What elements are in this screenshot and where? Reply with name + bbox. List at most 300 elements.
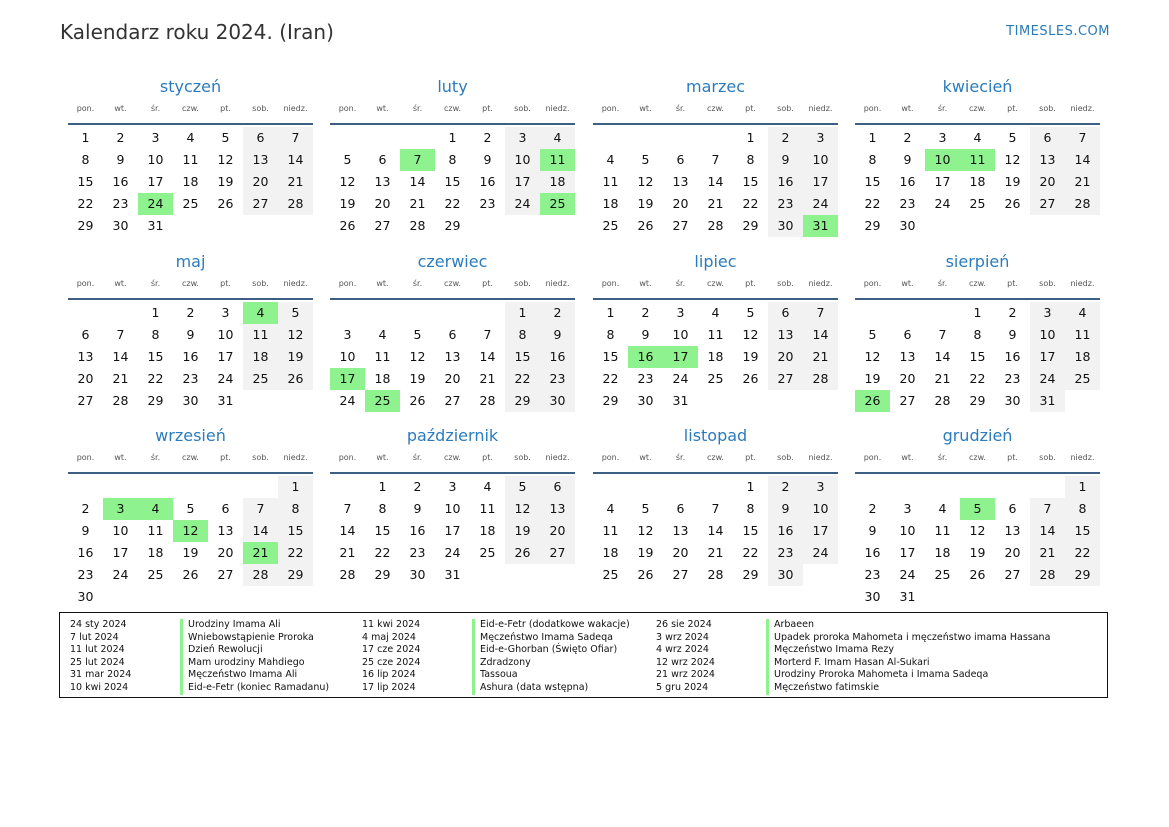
day-cell: 24 [934,196,951,211]
month-name: styczeń [159,77,222,96]
weekday-label: śr. [937,104,948,113]
day-cell: 11 [147,523,164,538]
holiday-day-cell: 11 [540,149,575,171]
day-cell: 17 [112,545,129,560]
legend-row [70,657,329,670]
day-cell: 19 [969,545,986,560]
day-cell: 28 [278,193,313,215]
legend-date: 17 cze 2024 [362,644,421,656]
legend-date: 11 kwi 2024 [362,619,421,630]
day-cell: 23 [1004,371,1021,386]
day-cell: 8 [868,152,877,167]
day-cell: 8 [973,327,982,342]
day-cell: 5 [746,305,755,320]
day-cell: 12 [969,523,986,538]
weekday-label: czw. [182,453,199,462]
days-grid [593,302,838,412]
day-cell: 2 [868,501,877,516]
legend-column-1 [70,619,329,695]
day-cell: 5 [278,302,313,324]
month-block [330,250,575,412]
day-cell: 12 [864,349,881,364]
month-block [855,424,1100,608]
weekday-label: wt. [376,104,389,113]
day-cell: 8 [746,501,755,516]
day-cell: 13 [374,174,391,189]
day-cell: 29 [505,390,540,412]
day-cell: 9 [81,523,90,538]
day-cell: 12 [339,174,356,189]
day-cell: 18 [182,174,199,189]
weekday-label: pon. [863,279,882,288]
day-cell: 1 [606,305,615,320]
days-grid [593,127,838,237]
day-cell: 18 [602,545,619,560]
day-cell: 2 [186,305,195,320]
day-cell: 23 [112,196,129,211]
day-cell: 16 [768,520,803,542]
weekday-label: pt. [1007,453,1018,462]
weekday-label: czw. [444,104,461,113]
day-cell: 15 [602,349,619,364]
weekday-label: sob. [252,104,269,113]
month-name: wrzesień [155,426,226,445]
empty-cell [628,127,663,149]
weekday-label: pt. [220,453,231,462]
day-cell: 6 [768,302,803,324]
legend-row [362,644,630,657]
day-cell: 30 [637,393,654,408]
day-cell: 2 [903,130,912,145]
weekday-label: pt. [745,453,756,462]
day-cell: 1 [81,130,90,145]
day-cell: 28 [1065,193,1100,215]
day-cell: 6 [1030,127,1065,149]
days-grid [68,302,313,412]
day-cell: 8 [151,327,160,342]
day-cell: 2 [768,476,803,498]
day-cell: 24 [803,193,838,215]
empty-cell [470,302,505,324]
day-cell: 7 [938,327,947,342]
page-title: Kalendarz roku 2024. (Iran) [60,20,334,44]
day-cell: 5 [505,476,540,498]
day-cell: 31 [1030,390,1065,412]
day-cell: 24 [112,567,129,582]
day-cell: 21 [112,371,129,386]
day-cell: 21 [479,371,496,386]
weekday-header [593,278,838,300]
day-cell: 28 [707,218,724,233]
day-cell: 31 [217,393,234,408]
weekday-label: śr. [412,104,423,113]
day-cell: 2 [116,130,125,145]
day-cell: 12 [505,498,540,520]
day-cell: 6 [243,127,278,149]
day-cell: 4 [186,130,195,145]
weekday-label: wt. [639,279,652,288]
day-cell: 27 [444,393,461,408]
brand-link[interactable]: TIMESLES.COM [1006,24,1110,39]
day-cell: 12 [278,324,313,346]
day-cell: 29 [602,393,619,408]
day-cell: 8 [378,501,387,516]
day-cell: 29 [742,567,759,582]
empty-cell [208,476,243,498]
holiday-day-cell: 10 [925,149,960,171]
legend-holiday-name: Eid-e-Fetr (dodatkowe wakacje) [472,619,630,632]
holiday-day-cell: 3 [103,498,138,520]
holiday-day-cell: 11 [960,149,995,171]
day-cell: 18 [147,545,164,560]
weekday-label: śr. [412,279,423,288]
day-cell: 30 [899,218,916,233]
day-cell: 9 [413,501,422,516]
day-cell: 11 [602,523,619,538]
weekday-label: niedz. [1070,453,1095,462]
day-cell: 27 [217,567,234,582]
day-cell: 10 [112,523,129,538]
day-cell: 29 [969,393,986,408]
day-cell: 16 [409,523,426,538]
day-cell: 5 [641,152,650,167]
empty-cell [173,476,208,498]
month-block [855,250,1100,412]
day-cell: 29 [77,218,94,233]
day-cell: 27 [768,368,803,390]
day-cell: 5 [221,130,230,145]
day-cell: 14 [1065,149,1100,171]
weekday-label: pt. [482,279,493,288]
legend-row [656,644,1050,657]
day-cell: 6 [1008,501,1017,516]
empty-cell [855,476,890,498]
month-block [68,250,313,412]
day-cell: 24 [899,567,916,582]
day-cell: 8 [278,498,313,520]
day-cell: 2 [483,130,492,145]
day-cell: 22 [864,196,881,211]
day-cell: 19 [339,196,356,211]
empty-cell [960,476,995,498]
legend-row [362,619,630,632]
day-cell: 26 [182,567,199,582]
day-cell: 15 [969,349,986,364]
day-cell: 29 [147,393,164,408]
empty-cell [593,127,628,149]
legend-holiday-name: Męczeństwo Imama Rezy [766,644,894,657]
weekday-label: niedz. [808,279,833,288]
day-cell: 3 [903,501,912,516]
day-cell: 25 [602,567,619,582]
empty-cell [400,302,435,324]
day-cell: 27 [374,218,391,233]
day-cell: 12 [409,349,426,364]
weekday-label: pt. [482,104,493,113]
day-cell: 19 [278,346,313,368]
empty-cell [243,476,278,498]
legend-holiday-name: Męczeństwo Imama Sadeqa [472,632,613,645]
empty-cell [68,476,103,498]
day-cell: 15 [864,174,881,189]
day-cell: 25 [1065,368,1100,390]
empty-cell [995,476,1030,498]
day-cell: 2 [540,302,575,324]
day-cell: 3 [505,127,540,149]
day-cell: 7 [278,127,313,149]
day-cell: 10 [803,149,838,171]
weekday-label: pon. [338,104,357,113]
legend-date: 25 cze 2024 [362,656,421,668]
day-cell: 20 [899,371,916,386]
day-cell: 29 [742,218,759,233]
day-cell: 11 [182,152,199,167]
weekday-label: sob. [777,453,794,462]
day-cell: 13 [899,349,916,364]
month-name: lipiec [694,252,737,271]
month-block [68,75,313,237]
day-cell: 25 [602,218,619,233]
day-cell: 12 [1004,152,1021,167]
day-cell: 1 [278,476,313,498]
empty-cell [330,302,365,324]
day-cell: 20 [243,171,278,193]
weekday-label: niedz. [1070,279,1095,288]
legend-column-2 [362,619,630,695]
weekday-label: sob. [514,279,531,288]
day-cell: 10 [505,149,540,171]
day-cell: 17 [899,545,916,560]
day-cell: 10 [147,152,164,167]
day-cell: 30 [768,564,803,586]
day-cell: 13 [77,349,94,364]
day-cell: 29 [278,564,313,586]
day-cell: 21 [934,371,951,386]
day-cell: 2 [413,479,422,494]
month-block [593,75,838,237]
day-cell: 28 [409,218,426,233]
weekday-label: czw. [444,453,461,462]
day-cell: 4 [483,479,492,494]
empty-cell [1030,476,1065,498]
month-block [855,75,1100,237]
day-cell: 24 [1030,368,1065,390]
empty-cell [330,127,365,149]
day-cell: 19 [505,520,540,542]
month-block [593,250,838,412]
weekday-label: śr. [412,453,423,462]
days-grid [855,476,1100,608]
day-cell: 9 [1008,327,1017,342]
day-cell: 14 [707,174,724,189]
day-cell: 15 [742,174,759,189]
day-cell: 21 [278,171,313,193]
day-cell: 12 [217,152,234,167]
day-cell: 10 [217,327,234,342]
day-cell: 14 [707,523,724,538]
weekday-label: niedz. [808,104,833,113]
day-cell: 15 [278,520,313,542]
day-cell: 23 [409,545,426,560]
day-cell: 7 [711,152,720,167]
day-cell: 3 [151,130,160,145]
day-cell: 2 [1008,305,1017,320]
legend-column-3 [656,619,1050,695]
day-cell: 7 [343,501,352,516]
day-cell: 2 [768,127,803,149]
day-cell: 18 [479,523,496,538]
weekday-label: pon. [76,453,95,462]
day-cell: 6 [448,327,457,342]
day-cell: 13 [768,324,803,346]
legend-date: 4 maj 2024 [362,631,416,643]
weekday-label: śr. [675,453,686,462]
day-cell: 16 [479,174,496,189]
day-cell: 6 [676,501,685,516]
day-cell: 10 [444,501,461,516]
weekday-label: pon. [338,453,357,462]
day-cell: 5 [1008,130,1017,145]
day-cell: 3 [938,130,947,145]
weekday-label: pon. [338,279,357,288]
day-cell: 4 [973,130,982,145]
day-cell: 7 [803,302,838,324]
holiday-day-cell: 24 [138,193,173,215]
empty-cell [435,302,470,324]
day-cell: 13 [217,523,234,538]
days-grid [330,302,575,412]
day-cell: 30 [1004,393,1021,408]
legend-date: 16 lip 2024 [362,669,416,681]
legend-holiday-name: Męczeństwo fatimskie [766,682,879,695]
weekday-label: śr. [150,453,161,462]
month-name: kwiecień [942,77,1013,96]
day-cell: 28 [934,393,951,408]
weekday-label: czw. [444,279,461,288]
day-cell: 26 [505,542,540,564]
weekday-label: wt. [114,104,127,113]
day-cell: 7 [483,327,492,342]
day-cell: 26 [637,567,654,582]
weekday-label: niedz. [1070,104,1095,113]
day-cell: 9 [483,152,492,167]
holiday-day-cell: 4 [138,498,173,520]
empty-cell [663,127,698,149]
legend-date: 7 lut 2024 [70,631,119,643]
day-cell: 27 [77,393,94,408]
day-cell: 14 [409,174,426,189]
holiday-day-cell: 7 [400,149,435,171]
weekday-label: niedz. [545,453,570,462]
day-cell: 7 [1030,498,1065,520]
day-cell: 28 [339,567,356,582]
day-cell: 11 [602,174,619,189]
day-cell: 27 [243,193,278,215]
day-cell: 30 [77,589,94,604]
day-cell: 1 [746,130,755,145]
day-cell: 20 [672,545,689,560]
day-cell: 15 [1065,520,1100,542]
weekday-label: niedz. [283,453,308,462]
weekday-label: śr. [675,279,686,288]
day-cell: 4 [378,327,387,342]
weekday-header [330,278,575,300]
day-cell: 21 [1030,542,1065,564]
weekday-label: niedz. [283,104,308,113]
day-cell: 1 [1065,476,1100,498]
day-cell: 24 [672,371,689,386]
weekday-header [593,103,838,125]
day-cell: 20 [768,346,803,368]
day-cell: 9 [186,327,195,342]
holiday-day-cell: 25 [540,193,575,215]
month-block [330,75,575,237]
day-cell: 16 [112,174,129,189]
empty-cell [890,302,925,324]
day-cell: 27 [1004,567,1021,582]
legend-date: 12 wrz 2024 [656,656,715,668]
day-cell: 19 [637,196,654,211]
day-cell: 5 [186,501,195,516]
legend-date: 26 sie 2024 [656,619,712,630]
day-cell: 20 [1004,545,1021,560]
day-cell: 22 [147,371,164,386]
weekday-label: niedz. [283,279,308,288]
legend-holiday-name: Męczeństwo Imama Ali [180,669,297,682]
day-cell: 3 [1030,302,1065,324]
weekday-label: sob. [252,279,269,288]
legend-holiday-name: Zdradzony [472,657,531,670]
day-cell: 21 [1065,171,1100,193]
weekday-header [855,278,1100,300]
day-cell: 17 [934,174,951,189]
empty-cell [890,476,925,498]
day-cell: 8 [746,152,755,167]
weekday-header [330,103,575,125]
day-cell: 17 [505,171,540,193]
legend-holiday-name: Urodziny Proroka Mahometa i Imama Sadeqa [766,669,988,682]
weekday-label: wt. [376,279,389,288]
day-cell: 16 [540,346,575,368]
day-cell: 22 [742,545,759,560]
day-cell: 26 [217,196,234,211]
day-cell: 25 [934,567,951,582]
day-cell: 25 [243,368,278,390]
month-name: październik [406,426,499,445]
day-cell: 6 [676,152,685,167]
day-cell: 19 [864,371,881,386]
day-cell: 24 [803,542,838,564]
day-cell: 14 [243,520,278,542]
weekday-label: pt. [1007,104,1018,113]
legend-row [70,619,329,632]
day-cell: 3 [343,327,352,342]
day-cell: 5 [641,501,650,516]
legend-row [362,632,630,645]
day-cell: 3 [676,305,685,320]
day-cell: 6 [903,327,912,342]
day-cell: 12 [637,523,654,538]
day-cell: 14 [479,349,496,364]
legend-row [656,669,1050,682]
legend-date: 17 lip 2024 [362,681,416,693]
day-cell: 8 [505,324,540,346]
day-cell: 8 [1065,498,1100,520]
day-cell: 18 [243,346,278,368]
day-cell: 18 [374,371,391,386]
empty-cell [103,302,138,324]
day-cell: 9 [116,152,125,167]
